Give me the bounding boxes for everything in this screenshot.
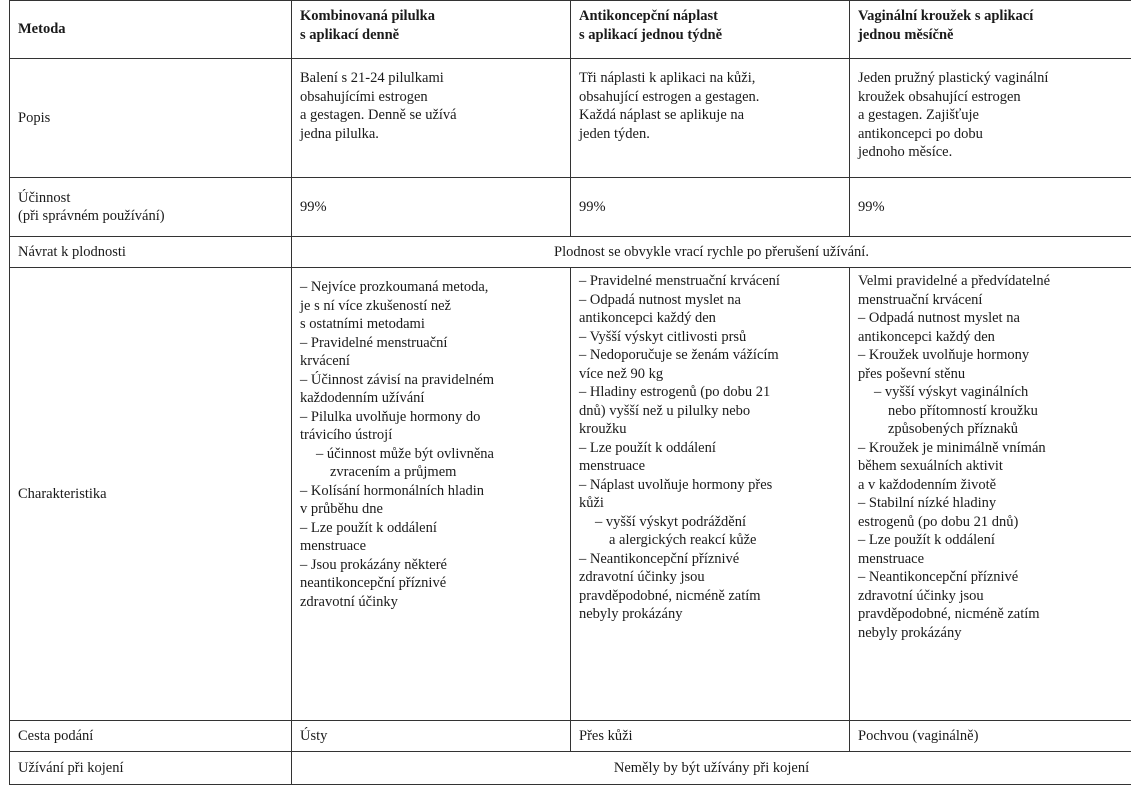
characteristic-line: – Pilulka uvolňuje hormony do <box>300 408 481 425</box>
characteristic-line: – Kroužek uvolňuje hormony <box>858 347 1030 363</box>
header-patch-line2: s aplikací jednou týdně <box>579 26 723 43</box>
characteristic-line: neantikoncepční příznivé <box>300 575 447 591</box>
characteristic-line: – Lze použít k oddálení <box>579 439 716 456</box>
characteristic-line: nebyly prokázány <box>858 624 962 641</box>
popis-patch-line: Každá náplast se aplikuje na <box>579 107 745 123</box>
characteristic-line: – Účinnost závisí na pravidelném <box>300 371 495 388</box>
characteristic-line: – Neantikoncepční příznivé <box>858 569 1019 585</box>
popis-pill-line: jedna pilulka. <box>300 125 379 142</box>
characteristic-line: a alergických reakcí kůže <box>609 532 757 548</box>
popis-ring-line: jednoho měsíce. <box>858 144 953 160</box>
characteristic-line: – vyšší výskyt vaginálních <box>874 384 1029 400</box>
header-method: Metoda <box>10 1 292 59</box>
characteristic-line: antikoncepci každý den <box>579 310 716 326</box>
characteristic-line: dnů) vyšší než u pilulky nebo <box>579 402 751 419</box>
navrat-value: Plodnost se obvykle vrací rychle po přerušení užívání. <box>292 237 1131 268</box>
characteristic-line: přes poševní stěnu <box>858 365 966 382</box>
characteristic-line: menstruace <box>579 458 646 474</box>
characteristic-line: pravděpodobné, nicméně zatím <box>858 606 1040 622</box>
characteristic-line: více než 90 kg <box>579 365 664 382</box>
header-patch <box>571 1 850 59</box>
header-pill-line2: s aplikací denně <box>300 26 400 43</box>
contraception-comparison-table <box>9 0 1131 785</box>
header-ring-line2: jednou měsíčně <box>858 26 954 43</box>
ucinnost-pill: 99% <box>292 178 571 237</box>
characteristic-line: zdravotní účinky jsou <box>579 569 705 585</box>
kojeni-value: Neměly by být užívány při kojení <box>292 752 1131 785</box>
characteristic-line: s ostatními metodami <box>300 316 425 332</box>
characteristic-line: způsobených příznaků <box>888 421 1019 437</box>
ucinnost-patch: 99% <box>571 178 850 237</box>
popis-ring-line: kroužek obsahující estrogen <box>858 88 1021 105</box>
characteristic-line: kůži <box>579 495 604 511</box>
header-ring-line1: Vaginální kroužek s aplikací <box>858 8 1034 24</box>
charakteristika-patch <box>571 268 850 721</box>
ucinnost-ring: 99% <box>850 178 1131 237</box>
popis-patch-line: jeden týden. <box>579 125 650 142</box>
characteristic-line: každodenním užívání <box>300 390 425 406</box>
characteristic-line: kroužku <box>579 421 627 437</box>
row-label-navrat: Návrat k plodnosti <box>10 237 292 268</box>
charakteristika-ring <box>850 268 1131 721</box>
header-patch-line1: Antikoncepční náplast <box>579 8 718 24</box>
popis-pill <box>292 59 571 178</box>
characteristic-line: a v každodenním životě <box>858 476 997 493</box>
characteristic-line: nebyly prokázány <box>579 606 683 622</box>
popis-ring <box>850 59 1131 178</box>
characteristic-line: – Lze použít k oddálení <box>858 532 995 548</box>
row-navrat <box>10 237 1131 268</box>
characteristic-line: – Pravidelné menstruační <box>300 334 448 351</box>
row-label-charakteristika: Charakteristika <box>10 268 292 721</box>
popis-pill-line: a gestagen. Denně se užívá <box>300 107 457 123</box>
characteristic-line: – Kolísání hormonálních hladin <box>300 482 485 499</box>
characteristic-line: nebo přítomností kroužku <box>888 402 1038 419</box>
characteristic-line: je s ní více zkušeností než <box>300 297 451 314</box>
row-label-cesta: Cesta podání <box>10 721 292 752</box>
popis-patch-line: Tři náplasti k aplikaci na kůži, <box>579 70 756 86</box>
characteristic-line: Velmi pravidelné a předvídatelné <box>858 273 1051 289</box>
characteristic-line: antikoncepci každý den <box>858 328 995 345</box>
characteristic-line: menstruace <box>300 538 367 554</box>
characteristic-line: během sexuálních aktivit <box>858 458 1003 474</box>
characteristic-line: – Odpadá nutnost myslet na <box>579 291 741 308</box>
row-label-ucinnost <box>10 178 292 237</box>
ucinnost-label-line1: Účinnost <box>18 189 71 206</box>
characteristic-line: – Jsou prokázány některé <box>300 556 447 573</box>
cesta-ring: Pochvou (vaginálně) <box>850 721 1131 752</box>
popis-pill-line: obsahujícími estrogen <box>300 88 428 105</box>
characteristic-line: – Nejvíce prozkoumaná metoda, <box>300 279 489 295</box>
characteristic-line: – vyšší výskyt podráždění <box>595 513 747 530</box>
row-cesta <box>10 721 1131 752</box>
cesta-patch: Přes kůži <box>571 721 850 752</box>
characteristic-line: – Vyšší výskyt citlivosti prsů <box>579 328 747 345</box>
row-ucinnost <box>10 178 1131 237</box>
popis-ring-line: Jeden pružný plastický vaginální <box>858 70 1049 86</box>
characteristic-line: estrogenů (po dobu 21 dnů) <box>858 513 1019 530</box>
characteristic-line: – Hladiny estrogenů (po dobu 21 <box>579 384 771 400</box>
characteristic-line: zvracením a průjmem <box>330 464 457 480</box>
header-ring <box>850 1 1131 59</box>
characteristic-line: – Neantikoncepční příznivé <box>579 550 740 567</box>
characteristic-line: – Kroužek je minimálně vnímán <box>858 439 1046 456</box>
characteristic-line: zdravotní účinky jsou <box>858 587 984 604</box>
characteristic-line: – účinnost může být ovlivněna <box>316 445 494 462</box>
row-label-kojeni: Užívání při kojení <box>10 752 292 785</box>
header-row <box>10 1 1131 59</box>
characteristic-line: v průběhu dne <box>300 501 383 517</box>
popis-ring-line: antikoncepci po dobu <box>858 125 983 142</box>
row-charakteristika <box>10 268 1131 721</box>
popis-patch <box>571 59 850 178</box>
characteristic-line: – Pravidelné menstruační krvácení <box>579 273 780 289</box>
characteristic-line: krvácení <box>300 353 350 369</box>
popis-patch-line: obsahující estrogen a gestagen. <box>579 88 760 105</box>
characteristic-line: – Náplast uvolňuje hormony přes <box>579 476 773 493</box>
charakteristika-pill <box>292 268 571 721</box>
row-label-popis: Popis <box>10 59 292 178</box>
cesta-pill: Ústy <box>292 721 571 752</box>
characteristic-line: – Stabilní nízké hladiny <box>858 495 997 511</box>
row-kojeni <box>10 752 1131 785</box>
row-popis <box>10 59 1131 178</box>
characteristic-line: – Lze použít k oddálení <box>300 519 437 536</box>
characteristic-line: trávicího ústrojí <box>300 427 393 443</box>
characteristic-line: – Odpadá nutnost myslet na <box>858 310 1020 326</box>
header-pill <box>292 1 571 59</box>
characteristic-line: zdravotní účinky <box>300 593 398 610</box>
header-pill-line1: Kombinovaná pilulka <box>300 8 435 24</box>
characteristic-line: menstruační krvácení <box>858 291 983 308</box>
characteristic-line: menstruace <box>858 550 925 567</box>
ucinnost-label-line2: (při správném používání) <box>18 208 165 224</box>
characteristic-line: – Nedoporučuje se ženám vážícím <box>579 347 779 363</box>
characteristic-line: pravděpodobné, nicméně zatím <box>579 587 761 604</box>
popis-ring-line: a gestagen. Zajišťuje <box>858 107 979 123</box>
popis-pill-line: Balení s 21-24 pilulkami <box>300 70 444 86</box>
